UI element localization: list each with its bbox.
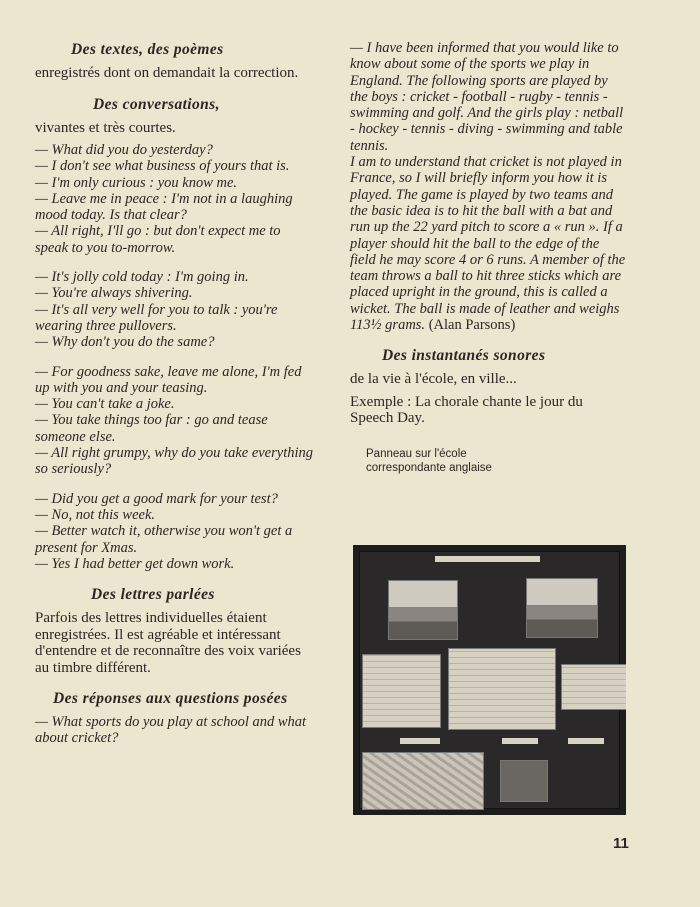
- text-instantanes: de la vie à l'école, en ville...: [350, 371, 517, 388]
- map-tile: [362, 752, 484, 810]
- left-column: [35, 40, 313, 747]
- noticeboard: [359, 551, 620, 809]
- dialogue-block-1: [35, 142, 313, 256]
- floor-plan-left: [362, 654, 441, 728]
- heading-lettres: Des lettres parlées: [91, 586, 215, 604]
- letter-cricket: [350, 154, 627, 333]
- label-strip: [568, 738, 604, 744]
- building-photo-left: [388, 580, 458, 640]
- text-poemes: enregistrés dont on demandait la correction.: [35, 65, 299, 81]
- caption-line: Panneau sur l'école: [366, 447, 467, 460]
- board-title-strip: [435, 556, 540, 562]
- dialogue-line: — You take things too far : go and tease someone else.: [35, 412, 268, 445]
- heading-reponses: Des réponses aux questions posées: [53, 690, 288, 708]
- dialogue-line: — It's all very well for you to talk : you're wearing three pullovers.: [35, 301, 278, 334]
- school-noticeboard-photo: [353, 545, 626, 815]
- label-strip: [400, 738, 440, 744]
- notice-right: [561, 664, 626, 710]
- caption-line: correspondante anglaise: [366, 461, 492, 474]
- small-photo: [500, 760, 548, 802]
- heading-instantanes: Des instantanés sonores: [382, 347, 546, 365]
- photo-caption: [366, 447, 627, 475]
- dialogue-line: — Better watch it, otherwise you won't get a present for Xmas.: [35, 523, 293, 556]
- dialogue-line: — It's jolly cold today : I'm going in.: [35, 269, 249, 286]
- letter-cricket-text: I am to understand that cricket is not played in France, so I will briefly inform you how it is played. The game is played by two teams and the basic idea is to hit the ball with a bat and run up the 22 yard pitch to score a « run ». If a player should hit the ball to the edge of the field he may score 4 or 6 runs. A member of the team throws a ball to hit three sticks which are placed upright in the ground, this is called a wicket. The ball is made of leather and weighs 113½ grams.: [350, 154, 626, 334]
- text-lettres: Parfois des lettres individuelles étaient enregistrées. Il est agréable et intéressant d'entendre et de reconnaître des voix variées au timbre différent.: [35, 610, 301, 676]
- dialogue-line: — All right, I'll go : but don't expect me to speak to you to-morrow.: [35, 223, 281, 256]
- heading-poemes: Des textes, des poèmes: [71, 41, 224, 58]
- dialogue-line: — For goodness sake, leave me alone, I'm fed up with you and your teasing.: [35, 363, 302, 396]
- dialogue-line: — Did you get a good mark for your test?: [35, 490, 278, 507]
- text-reponses: — What sports do you play at school and what about cricket?: [35, 714, 307, 747]
- dialogue-block-3: [35, 364, 313, 478]
- building-photo-right: [526, 578, 598, 638]
- dialogue-line: — Yes I had better get down work.: [35, 555, 235, 572]
- letter-sports: — I have been informed that you would like to know about some of the sports we play in England. The following sports are played by the boys : cricket - football - rugby - tennis - swimming and golf. And the girls play : netball - hockey - tennis - diving - swimming and table tennis.: [350, 40, 624, 154]
- letter-author: (Alan Parsons): [428, 317, 516, 334]
- dialogue-line: — All right grumpy, why do you take everything so seriously?: [35, 445, 314, 478]
- dialogue-line: — Leave me in peace : I'm not in a laughing mood today. Is that clear?: [35, 190, 293, 224]
- dialogue-line: — What did you do yesterday?: [35, 142, 213, 158]
- heading-conversations: Des conversations,: [93, 95, 220, 113]
- dialogue-line: — You're always shivering.: [35, 285, 193, 302]
- dialogue-line: — No, not this week.: [35, 506, 156, 523]
- text-exemple: Exemple : La chorale chante le jour du Speech Day.: [350, 393, 583, 427]
- dialogue-line: — Why don't you do the same?: [35, 334, 215, 351]
- page-number: 11: [613, 835, 629, 852]
- dialogue-line: — I'm only curious : you know me.: [35, 174, 238, 191]
- dialogue-line: — I don't see what business of yours that is.: [35, 158, 290, 175]
- dialogue-line: — You can't take a joke.: [35, 396, 175, 413]
- label-strip: [502, 738, 538, 744]
- dialogue-block-2: [35, 269, 313, 350]
- floor-plan-center: [448, 648, 556, 730]
- dialogue-block-4: [35, 491, 313, 572]
- text-conversations: vivantes et très courtes.: [35, 119, 176, 136]
- right-column: [350, 40, 627, 475]
